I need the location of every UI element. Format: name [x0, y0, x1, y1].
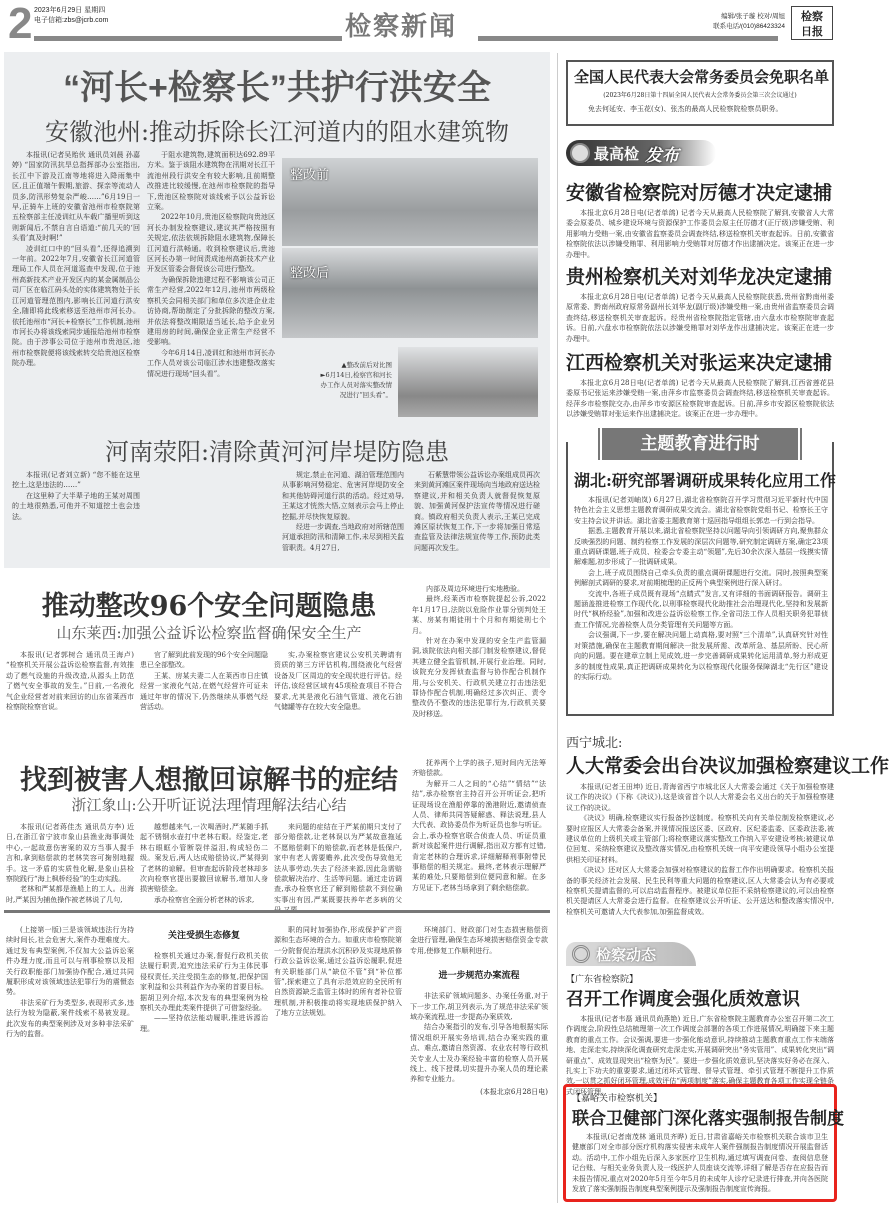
header-rule-right	[478, 36, 778, 41]
paragraph: 据悉,主题教育开展以来,湖北省检察院坚持以问题导向引领调研方向,聚焦群众反映强烈的问题、制约检察工作发展的深层次问题等,研究制定调研方案,确定23项重点调研课题,班子成员、检委会专委主动“领题”,先后30余次深入基层一线摸实情解难题,初步形成了一批调研成果。	[574, 527, 828, 567]
photo-label-after: 整改后	[290, 265, 330, 280]
story3-col2	[140, 650, 268, 750]
paragraph: 【广东省检察院】	[566, 975, 639, 985]
newspaper-logo: 检察 日报	[791, 6, 833, 40]
paragraph: 本报讯(记者吴贻伙 通讯员刘晨 孙嘉婷) “国家防汛抗旱总指挥部办公室指出,长江中下游及江南等地将进入降雨集中区,且正值端午假期,旅游、探亲等流动人员多,防汛形势复杂严峻……”6月19日一早,正骑车上班的安徽省池州市检察院第五检察部主任凌训红从车载广播里听到这则新闻后,不禁自言自语道:“前几天的‘回头看’真及时啊!”	[12, 151, 140, 243]
paragraph: 本报讯(记者刘立新) “您不能在这里挖土,这是违法的……”	[12, 471, 140, 490]
section-divider	[4, 910, 550, 913]
paragraph: 最终,经莱西市检察院提起公诉,2022年1月17日,法院以危险作业罪分别判处王某、房某有期徒刑十个月和有期徒刑七个月。	[412, 595, 546, 635]
story1-col2	[147, 150, 275, 418]
paragraph: 发布	[645, 145, 680, 165]
paragraph: 本报讯(记者南茂林 通讯员齐晔) 近日,甘肃省嘉峪关市检察机关联合该市卫生健康部门对全市部分医疗机构落实侵害未成年人案件强制报告制度情况开展监督活动。活动中,工作小组先后深入多家医疗卫生机构,通过填写调查问卷、查阅信息登记台账、与相关业务负责人及一线医护人员座谈交流等,详细了解是否存在应报告而未报告情况,重点对2020年5月至今年5月的未成年人诊疗记录进行排查,并向各医院发放了落实强制报告制度典型案例提示及强制报告制度宣传海报。	[572, 1133, 828, 1194]
photo-before	[282, 158, 538, 246]
story3-col1	[6, 650, 134, 750]
paragraph: 本报讯(记者韦磊 通讯员尚燕艳) 近日,广东省检察院主题教育办公室召开第二次工作调度会,阶段性总结梳理第一次工作调度会部署的各项工作进展情况,明确接下来主题教育的重点工作。会议强调,要进一步强化能动意识,持续推动主题教育重点工作末端落地、走深走实,持续深化调查研究走深走实,开展调研突出“务实管用”、成果转化突出“调研重点”、成效显现突出“检察为民”。要进一步强化质效意识,坚决落实好务必在深入、扎实上下功夫的重要要求,通过闭环式管理、督导式管理、牵引式管理不断提升工作质效,一以贯之抓好闭环管理,成效评估“两项制度”落实,确保主题教育各项工作实现全链条式闭环管理。	[566, 1015, 834, 1096]
story2-col3	[282, 470, 404, 565]
paragraph: 内部及周边环境进行实地勘验。	[426, 585, 524, 593]
xining-article	[566, 732, 889, 940]
paragraph: 职的同时加强协作,形成保护矿产资源和生态环境的合力。如重庆市检察院第一分院督促治理洪水沉积砂及实现地质修行政公益诉讼案,通过公益诉讼履职,促进有关职能部门从“缺位不管”到“补位都管”,探索建立了具有示范效应的全民所有自然资源缺乏监管主体时的所有者补位管理机制,并积极推动将实现地质保护纳入了地方立法规划。	[274, 926, 402, 1018]
npc-notice-box	[566, 60, 834, 126]
header-meta	[34, 6, 108, 26]
header-rule-left	[34, 36, 342, 41]
dynamics-banner	[566, 942, 696, 966]
paragraph: 检察动态	[596, 946, 657, 964]
editors: 编辑/张子璇 校对/周旭	[721, 13, 785, 20]
issue-date: 2023年6月29日 星期四	[34, 7, 106, 14]
paragraph: 本报讯(记者王田坤) 近日,青海省西宁市城北区人大常委会通过《关于加强检察建议工作的决议》(下称《决议》),这是该省首个以人大常委会名义出台的关于加强检察建议工作的决议。	[566, 783, 834, 812]
paragraph: 于阻水建筑物,建筑面积达692.89平方米。鉴于该阻水建筑物在汛期对长江干流池州段行洪安全有较大影响,且前期整改推进比较缓慢,在池州市检察院的指导下,贵池区检察院对该线索予以公益诉讼立案。	[147, 151, 275, 212]
story1-col1	[12, 150, 140, 418]
dateline: (本报北京6月28日电)	[480, 1087, 548, 1096]
paragraph: 江西检察机关对张运来决定逮捕	[566, 352, 833, 374]
paragraph: 会议强调,下一步,要在解决问题上动真格,要对照“三个清单”,认真研究针对性对策措施,确保在主题教育期间解决一批发展所需、改革所急、基层所盼、民心所向的问题。要在建章立制上见成效,进一步完善调研成果转化运用清单,努力形成更多的制度性成果,真正把调研成果转化为以检察现代化服务保障湖北“先行区”建设的实际行动。	[574, 631, 828, 681]
story4-col2	[140, 822, 268, 906]
paragraph: 本报讯(记者郭树合 通讯员王海卢) “检察机关开展公益诉讼检察监督,有效推动了燃气设施的升级改造,从源头上防范了燃气安全事故的发生。”日前,一名液化气企业经营者对前来回访的山东省莱西市检察院检察官说。	[6, 651, 134, 712]
paragraph: 检察机关通过办案,督促行政机关依法履行职责,追究违法采矿行为主体民事侵权责任,关注受损生态的修复,把保护国家利益和公共利益作为办案的首要目标。据胡卫列介绍,本次发布的典型案例为检察机关办理此类案件提供了可借鉴经验。	[140, 952, 268, 1013]
story5-col3	[274, 925, 402, 1205]
paragraph: 湖北:研究部署调研成果转化应用工作	[574, 471, 836, 490]
story4-col3	[274, 822, 402, 906]
story4-title: 找到被害人想撤回谅解书的症结	[20, 765, 398, 796]
story3-col4	[412, 584, 546, 750]
paragraph: 本报讯(记者刘岫岚) 6月27日,湖北省检察院召开学习贯彻习近平新时代中国特色社会主义思想主题教育调研成果交流会。湖北省检察院党组书记、检察长王守安主持会议并讲话。湖北省委主题教育第十巡回指导组组长郭忠一行到会指导。	[574, 496, 828, 525]
spp-news-list	[566, 178, 834, 423]
paragraph: (上接第一版)三是该领域违法行为持续时间长,社会危害大,案件办理难度大。通过发布典型案例,不仅加大公益诉讼案件办理力度,而且可以与刑事检察以及相关行政职能部门加强协作配合,通过共同履职形成对该领域违法犯罪行为的震慑态势。	[6, 926, 134, 997]
story5-col2	[140, 925, 268, 1205]
email: 电子信箱:zbs@jcrb.com	[34, 17, 109, 24]
photo-inspection	[398, 347, 538, 417]
lead-title: “河长+检察长”共护行洪安全	[63, 69, 491, 107]
paragraph: 本报北京6月28日电(记者单鸽) 记者今天从最高人民检察院了解到,江西省莲花县委原书记张运来涉嫌受贿一案,由萍乡市监察委员会调查终结,移送检察机关审查起诉。经萍乡市检察院交办,由萍乡市安源区检察院审查起诉。日前,萍乡市安源区检察院依法以涉嫌受贿罪对张运来作出逮捕决定。该案正在进一步办理中。	[566, 379, 834, 419]
paragraph: 安徽省检察院对厉德才决定逮捕	[566, 182, 833, 204]
paragraph: 贵州检察机关对刘华龙决定逮捕	[566, 266, 833, 288]
theme-banner: 主题教育进行时	[596, 428, 804, 460]
story5-subheading: 关注受损生态修复	[167, 931, 240, 941]
paragraph: 针对在办案中发现的安全生产监管漏洞,该院依法向相关部门制发检察建议,督促其建立健全监管机制,开展行业治理。同时,该院充分发挥侦查监督与协作配合机制作用,与公安机关、行政机关建立打击违法犯罪协作配合机制,明确经过多次纠正、责令整改仍不整改的违法犯罪行为,行政机关要及时移送。	[412, 637, 546, 718]
paragraph: 西宁城北:	[566, 736, 623, 751]
spp-item	[566, 262, 834, 348]
paragraph: 《决议》还对区人大常委会加强对检察建议的监督工作作出明确要求。检察机关报备的事关经济社会发展、民生民利等重大问题的检察建议,区人大常委会认为有必要或检察机关提请监督的,可以启动监督程序。被建议单位拒不采纳检察建议的,可以由检察机关提请区人大常委会进行监督。在检察建议公开听证、公开送达和整改落实情况中,检察机关可邀请人大代表参加,加强监督成效。	[566, 866, 834, 916]
paragraph: 【嘉峪关市检察机关】	[572, 1094, 663, 1104]
paragraph: 本报北京6月28日电(记者单鸽) 记者今天从最高人民检察院获悉,贵州省黔南州委原常委、黔南州政府原常务副州长刘华龙(副厅级)涉嫌受贿一案,由贵州省监察委员会调查终结,移送检察机关审查起诉。经贵州省检察院指定管辖,由六盘水市检察院审查起诉。日前,六盘水市检察院依法以涉嫌受贿罪对刘华龙作出逮捕决定。该案正在进一步办理中。	[566, 293, 834, 343]
paragraph: ►6月14日,检察官和河长办工作人员对落实整改情况进行“回头看”。	[320, 371, 392, 399]
paragraph: 2022年10月,贵池区检察院向贵池区河长办制发检察建议,建议其严格按照有关规定,依法依规拆除阻水建筑物,保障长江河道行洪畅通。收到检察建议后,贵池区河长办第一时间责成池州高新技术产业开发区管委会督促该公司进行整改。	[147, 213, 275, 274]
page-number: 2	[8, 0, 33, 48]
story4-subtitle: 浙江象山:公开听证说法理情理解法结心结	[71, 796, 347, 814]
paragraph: 抚养两个上学的孩子,短时间内无法筹齐赔偿款。	[412, 759, 546, 778]
paragraph: 凌训红口中的“回头看”,还得追溯到一年前。2022年7月,安徽省长江河道管理局工作人员在河道巡查中发现,位于池州高新技术产业开发区内的某金属制品公司厂区在临江码头处的实体建筑物处于长江河道管理范围内,影响长江河道行洪安全,随即将此线索移送至池州市河长办。依托池州市“河长+检察长”工作机制,池州市河长办将该线索同步通报给池州市检察院。由于涉事公司位于池州市贵池区,池州市检察院便将该线索转交给贵池区检察院办理。	[12, 244, 140, 368]
section-title: 检察新闻	[345, 11, 458, 41]
national-emblem-icon	[570, 143, 590, 163]
paragraph: 本报讯(记者蒋佳杰 通讯员方李) 近日,在浙江省宁波市象山县渔业海事调处中心,一起故意伤害案的双方当事人握手言和,拿到赔偿款的老林笑容可掬别地握手。这一矛盾的实质性化解,是象山县检察院践行“海上枫桥经验”的生动实践。	[6, 823, 134, 884]
paragraph: 石紫慧带领公益诉讼办案组成员再次来到黄河滩区案件现场向当地政府送达检察建议,并和相关负责人就督促恢复原貌、加强黄河保护法宣传等情况进行磋商。镇政府相关负责人表示,王某已完成滩区原状恢复工作,下一步将加强日常巡查监管及法律法规宣传等工作,预防此类问题再次发生。	[414, 471, 540, 552]
paragraph: 非法采矿领域问题多、办案任务重,对于下一步工作,胡卫列表示,为了规范非法采矿领域办案流程,进一步提高办案质效,	[410, 992, 548, 1022]
photo-after	[282, 248, 538, 338]
target-icon	[572, 945, 590, 963]
phone: 联系电话/(010)86423324	[713, 23, 785, 30]
spp-item	[566, 178, 834, 262]
story2-col4	[414, 470, 540, 565]
story5-col4	[410, 925, 548, 1205]
story3-title: 推动整改96个安全问题隐患	[41, 591, 377, 622]
paragraph: 今年6月14日,凌训红和池州市河长办工作人员对该公司临江涉水违建整改落实情况进行现场“回头看”。	[147, 348, 275, 378]
paragraph: 环境部门、财政部门对生态损害赔偿资金进行管理,确保生态环境损害赔偿资金专款专用,使修复工作顺利进行。	[410, 926, 548, 955]
story4-col4	[412, 758, 546, 906]
photo-label-before: 整改前	[290, 167, 330, 182]
photo-caption	[318, 360, 392, 400]
paragraph: 最高检	[594, 145, 640, 163]
paragraph: 规定,禁止在河道、湖泊管理范围内从事影响河势稳定、危害河岸堤防安全和其他妨碍河道行洪的活动。经过劝导,王某这才恍然大悟,立刻表示会马上停止挖掘,并尽快恢复原貌。	[282, 471, 404, 521]
npc-subtitle: (2023年6月28日第十四届全国人民代表大会常务委员会第三次会议通过)	[603, 92, 797, 99]
paragraph: 人大常委会出台决议加强检察建议工作	[566, 755, 889, 777]
story2-headline: 河南荥阳:清除黄河河岸堤防隐患	[104, 438, 450, 466]
theme-article	[574, 468, 836, 712]
paragraph: 联合卫健部门深化落实强制报告制度	[572, 1109, 844, 1128]
spp-item	[566, 348, 834, 420]
paragraph: 本报北京6月28日电(记者单鸽) 记者今天从最高人民检察院了解到,安徽省人大常委会原委员、城乡建设环境与资源保护工作委员会原主任厉德才(正厅级)涉嫌受贿、利用影响力受贿一案,由安徽省监察委员会调查终结,移送检察机关审查起诉。日前,安徽省检察院依法以涉嫌受贿罪、利用影响力受贿罪对厉德才作出逮捕决定。该案正在进一步办理中。	[566, 209, 834, 259]
story5-subheading-2: 进一步规范办案流程	[438, 971, 520, 982]
paragraph: 《决议》明确,检察建议实行报备抄送制度。检察机关向有关单位制发检察建议,必要时应报区人大常委会备案,并视情况报送区委、区政府、区纪委监委、区委政法委,被建议单位的上级机关或主管部门;将检察建议落实整改工作纳入平安建设考核;被建议单位回复、采纳检察建议及整改落实情况,由检察机关统一向平安建设领导小组办公室提供相关印证材料。	[566, 814, 834, 864]
paragraph: 为确保拆除违建过程不影响该公司正常生产经营,2022年12月,池州市两级检察机关会同相关部门和单位多次进企业走访协商,帮助制定了分批拆除的整改方案,并依法将整改期限适当延长,给予企业另建用房的时间,确保企业正常生产经营不受影响。	[147, 275, 275, 347]
story1-headline: 安徽池州:推动拆除长江河道内的阻水建筑物	[44, 118, 510, 146]
paragraph: 越想越来气,一次喝酒时,严某随手抓起不锈钢水壶打中老林右眼。经鉴定,老林右眼眶小管断裂伴溢泪,构成轻伤二级。案发后,两人达成赔偿协议,严某得到了老林的谅解。但审查起诉阶段老林却多次向检察官提出要撤回谅解书,增加人身损害赔偿金。	[140, 823, 268, 894]
story4-col1	[6, 822, 134, 906]
paragraph: 王某、房某夫妻二人在莱西市日庄镇经营一家液化气站,在燃气经营许可证未通过年审的情况下,仍然继续从事燃气经营活动。	[140, 671, 268, 712]
paragraph: 经进一步调查,当地政府对所辖范围河道承担防汛和清障工作,未尽到相关监管职责。4月27日,	[282, 523, 404, 552]
paragraph: 实,办案检察官建议公安机关聘请有资质的第三方评估机构,围绕液化气经营设备及厂区周边的安全现状进行评估。经评估,该经营区域有45项检查项目不符合要求,尤其是液化石油气管道、液化石油气储罐等存在较大安全隐患。	[274, 651, 402, 712]
paragraph: 来问题的症结在于严某前期只支付了部分赔偿款,让老林误以为严某故意拖延不愿赔偿剩下的赔偿款,而老林是低保户,家中有老人需要赡养,此次受伤导致他无法从事劳动,失去了经济来源,因此急需赔偿款解决治疗、生活等问题。通过走访调查,承办检察官还了解到赔偿款不到位确实事出有因,严某既要扶养年老多病的父	[274, 823, 402, 904]
paragraph: 交流中,各班子成员既有现场“点睛式”发言,又有详细的书面调研报告。调研主题涵盖推进检察工作现代化,以刑事检察现代化助推社会治理现代化,坚持和发展新时代“枫桥经验”,加强和改进公益诉讼检察工作,全省司法工作人员相关职务犯罪侦查工作情况,完善检察人员分类管理有关问题等方面。	[574, 589, 828, 629]
npc-title: 全国人民代表大会常务委员会免职名单	[574, 68, 830, 86]
paragraph: 结合办案指引的发布,引导各地根据实际情况组织开展实务培训,结合办案实践的重点、难点,邀请自然资源、农业农村等行政机关专业人士及办案经验丰富的检察人员开展线上、线下授课,切实提升办案人员的理论素养和专业能力。	[410, 1023, 548, 1084]
story2-col1	[12, 470, 140, 565]
story3-col3	[274, 650, 402, 750]
paragraph: 承办检察官全面分析老林的诉求,	[154, 895, 255, 904]
paragraph: 为解开二人之间的“心结”“情结”“法结”,承办检察官主持召开公开听证会,把听证现场设在渔船停靠的渔港附近,邀请侦查人员、律师共同答疑解惑、释法说理,县人大代表、政协委员作为听证员也参与听证。会上,承办检察官联合侦查人员、听证员重新对该起案件进行调解,指出双方都有过错,肯定老林的合理诉求,详细解释刑事附带民事赔偿的相关规定。最终,老林表示理解严某的难处,只要赔偿到位便同意和解。在多方见证下,老林当场拿到了剩余赔偿款。	[412, 779, 546, 892]
paragraph: 召开工作调度会强化质效意识	[566, 989, 800, 1009]
story3-subtitle: 山东莱西:加强公益诉讼检察监督确保安全生产	[56, 624, 362, 642]
paragraph: 老林和严某都是渔船上的工人。出海时,严某因为捕鱼操作被老林说了几句,	[6, 885, 134, 904]
dynamics-item-highlighted	[563, 1084, 844, 1202]
header-editors	[713, 12, 785, 32]
npc-body: 免去何延安、李玉花(女)、张杰的最高人民检察院检察员职务。	[588, 105, 783, 113]
paragraph: 官了解到此前发现的96个安全问题隐患已全部整改。	[140, 651, 268, 670]
spp-banner	[566, 140, 716, 166]
story5-col1	[6, 925, 134, 1205]
column-divider	[557, 53, 558, 1203]
paragraph: 在这里种了大半辈子地的王某对周围的土地很熟悉,可他并不知道挖土也会违法。	[12, 491, 140, 521]
paragraph: 会上,班子成员围绕自己牵头负责的重点调研课题进行交流。同时,按照典型案例解剖式调研的要求,对前期梳理的正反两个典型案例进行深入研讨。	[574, 568, 828, 588]
dynamics-item	[566, 972, 834, 1096]
paragraph: 非法采矿行为类型多,表现形式多,违法行为较为隐蔽,案件线索不易被发现。此次发布的典型案例涉及对多种非法采矿行为的监督。	[6, 998, 134, 1039]
paragraph: ——坚持依法能动履职,推进诉源治理。	[140, 1014, 268, 1033]
paragraph: ▲整改前后对比图	[341, 361, 392, 369]
